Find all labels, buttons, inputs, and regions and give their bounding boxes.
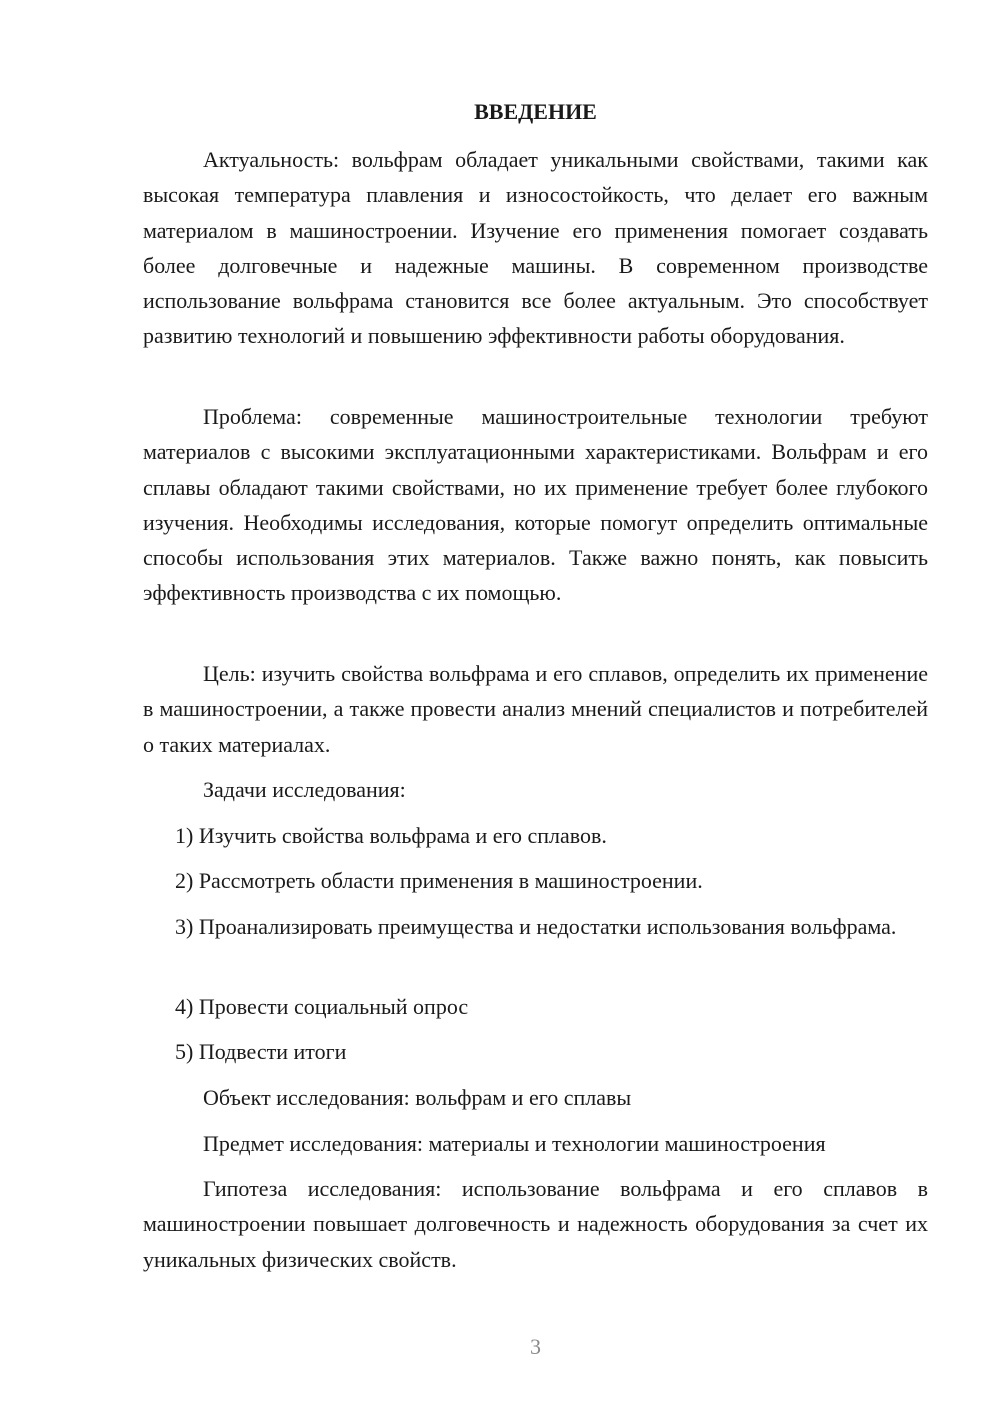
- task-item-2: 2) Рассмотреть области применения в машиностроении.: [175, 868, 703, 893]
- tasks-heading: Задачи исследования:: [203, 777, 406, 802]
- paragraph-object: Объект исследования: вольфрам и его сплавы: [203, 1085, 632, 1110]
- task-item-4: 4) Провести социальный опрос: [175, 994, 469, 1019]
- task-item-1: 1) Изучить свойства вольфрама и его сплавов.: [175, 823, 607, 848]
- section-title: ВВЕДЕНИЕ: [474, 99, 597, 124]
- paragraph-subject: Предмет исследования: материалы и технологии машиностроения: [203, 1131, 826, 1156]
- paragraph-problem: Проблема: современные машиностроительные технологии требуют материалов с высокими эксплуатационными характеристиками. Вольфрам и его сплавы обладают такими свойствами, но их применение требует более глубокого изучения. Необходимы исследования, которые помогут определить оптимальные способы использования этих материалов. Также важно понять, как повысить эффективность производства с их помощью.: [143, 404, 928, 606]
- page-number: 3: [530, 1334, 541, 1359]
- paragraph-hypothesis: Гипотеза исследования: использование вольфрама и его сплавов в машиностроении повышает долговечность и надежность оборудования за счет их уникальных физических свойств.: [143, 1176, 928, 1272]
- task-item-3: 3) Проанализировать преимущества и недостатки использования вольфрама.: [175, 914, 897, 939]
- paragraph-goal: Цель: изучить свойства вольфрама и его сплавов, определить их применение в машиностроении, а также провести анализ мнений специалистов и потребителей о таких материалах.: [143, 661, 928, 757]
- task-item-5: 5) Подвести итоги: [175, 1039, 347, 1064]
- paragraph-relevance: Актуальность: вольфрам обладает уникальными свойствами, такими как высокая температура плавления и износостойкость, что делает его важным материалом в машиностроении. Изучение его применения помогает создавать более долговечные и надежные машины. В современном производстве использование вольфрама становится все более актуальным. Это способствует развитию технологий и повышению эффективности работы оборудования.: [143, 147, 928, 349]
